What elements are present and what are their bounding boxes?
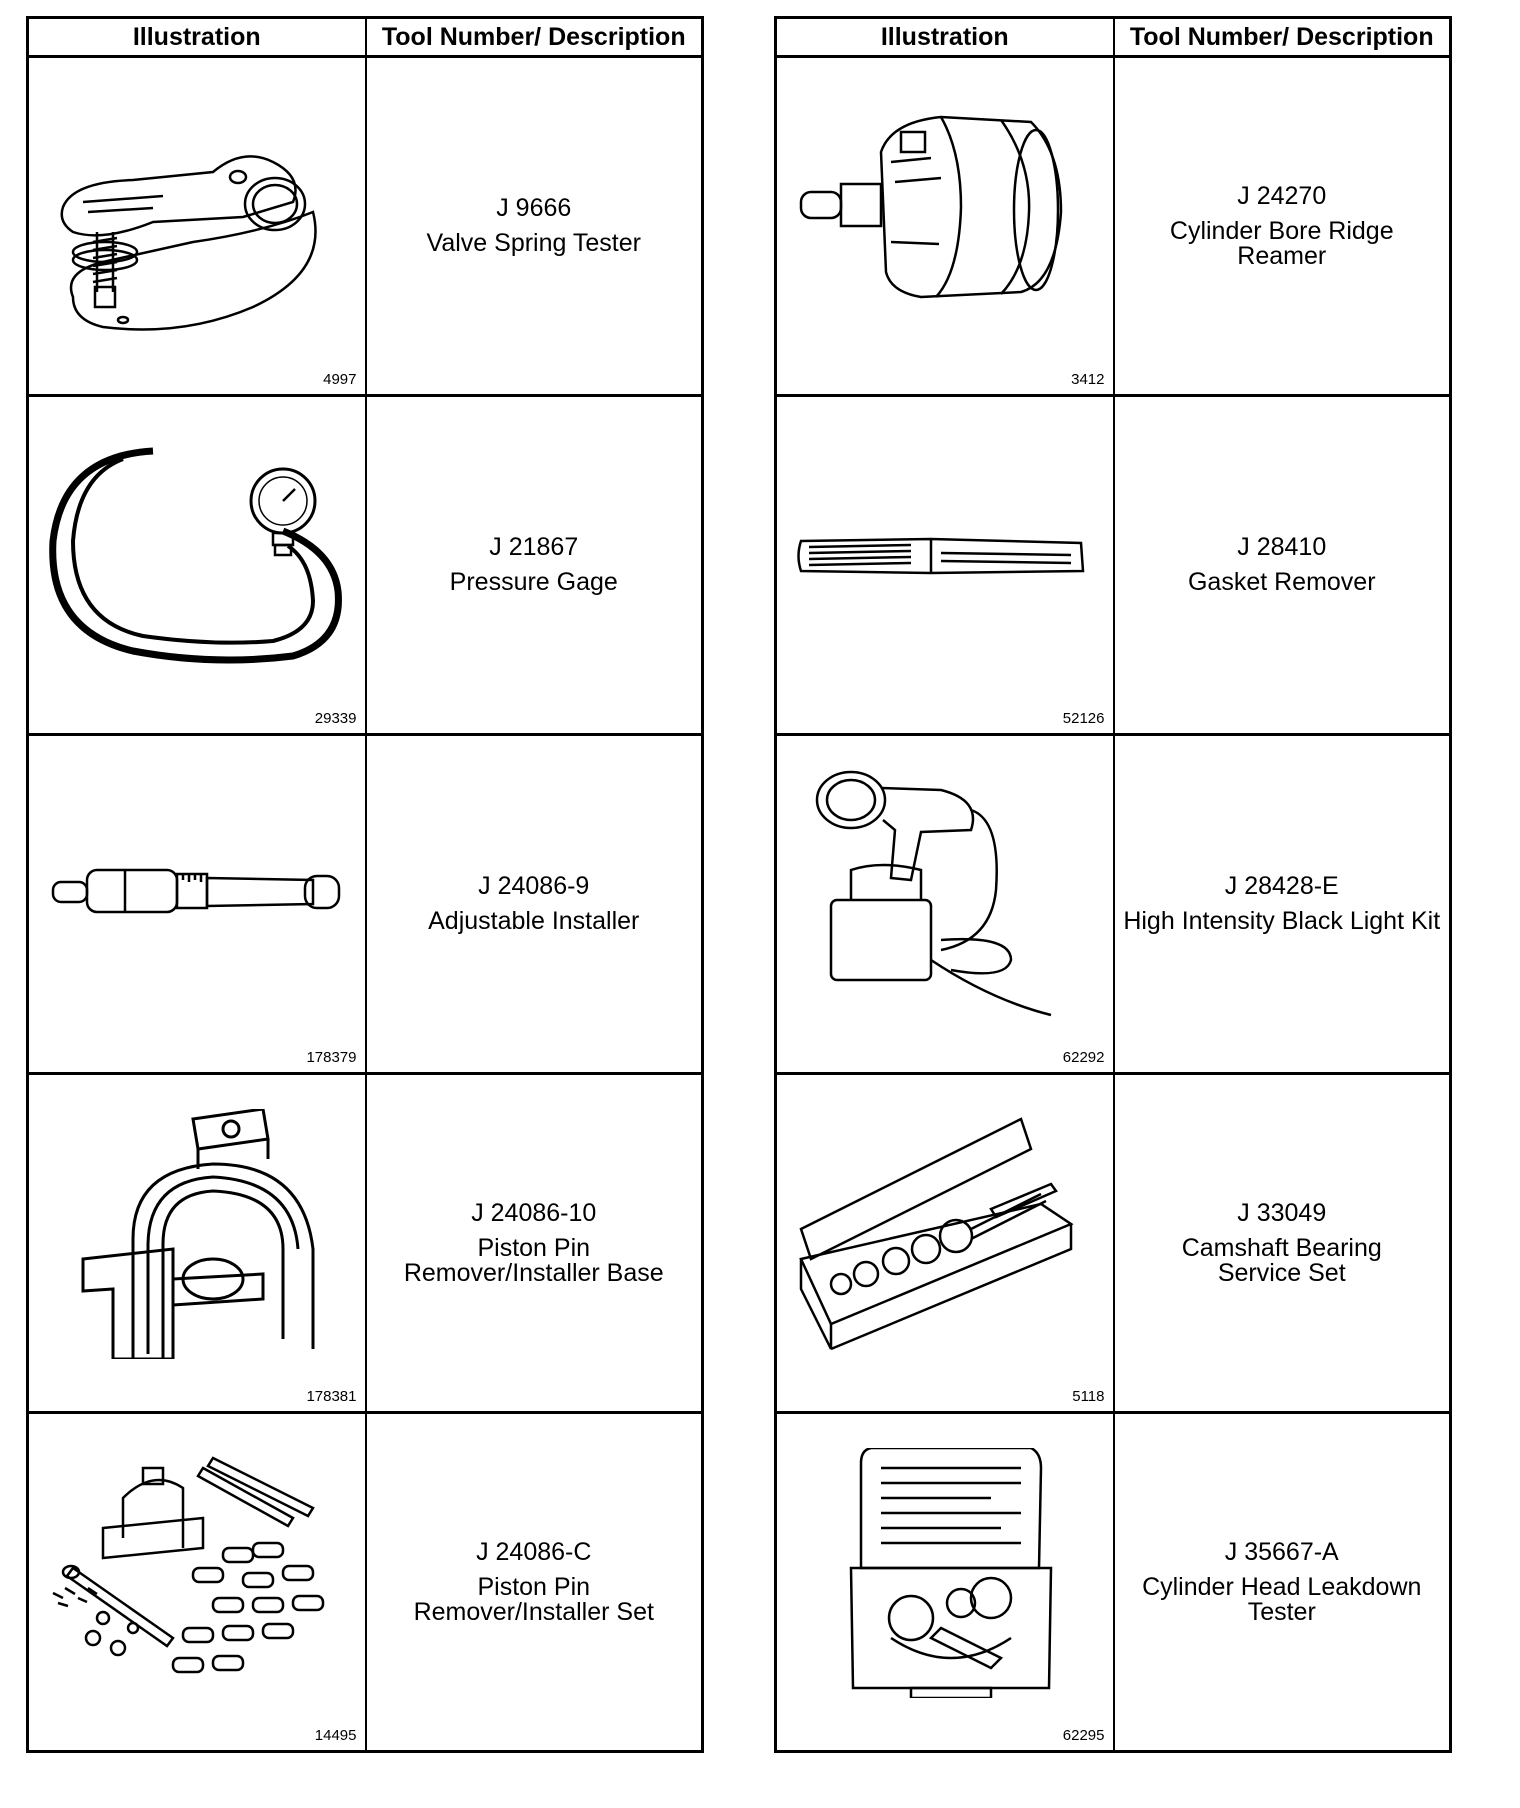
pressure-gage-icon xyxy=(43,431,353,681)
figure-number: 62295 xyxy=(1062,1727,1105,1744)
description-header: Tool Number/ Description xyxy=(1114,18,1451,57)
tool-name-line: Adjustable Installer xyxy=(428,907,640,935)
tool-table-right xyxy=(774,16,1452,1753)
illustration-cell xyxy=(776,396,1114,735)
illustration-cell xyxy=(776,735,1114,1074)
tool-description xyxy=(366,396,703,735)
tool-number: J 24086-9 xyxy=(478,872,590,900)
tool-name-line: Piston Pin xyxy=(477,1572,591,1601)
tool-description xyxy=(1114,396,1451,735)
table-row xyxy=(28,1074,703,1413)
illustration-cell xyxy=(776,57,1114,396)
table-row xyxy=(28,57,703,396)
tool-name-line: Gasket Remover xyxy=(1187,568,1376,596)
gasket-remover-icon xyxy=(791,431,1101,681)
figure-number: 52126 xyxy=(1062,710,1105,727)
table-row xyxy=(776,735,1451,1074)
tool-name-line: Reamer xyxy=(1237,241,1327,270)
figure-number: 5118 xyxy=(1072,1388,1105,1405)
camshaft-bearing-set-icon xyxy=(791,1109,1101,1359)
tool-number: J 9666 xyxy=(496,194,572,222)
piston-pin-set-icon xyxy=(43,1448,353,1698)
illustration-cell xyxy=(776,1413,1114,1752)
tool-description xyxy=(366,1074,703,1413)
tool-name-line: Remover/Installer Set xyxy=(413,1597,654,1626)
tool-description xyxy=(1114,57,1451,396)
table-row xyxy=(776,396,1451,735)
adjustable-installer-icon xyxy=(43,770,353,1020)
tool-number: J 21867 xyxy=(489,533,579,561)
tool-number: J 24086-C xyxy=(476,1537,592,1566)
illustration-cell xyxy=(28,396,366,735)
illustration-cell xyxy=(776,1074,1114,1413)
tool-table-left xyxy=(26,16,704,1753)
table-row xyxy=(776,57,1451,396)
table-row xyxy=(776,1413,1451,1752)
figure-number: 178381 xyxy=(306,1388,357,1405)
tool-number: J 33049 xyxy=(1237,1198,1327,1227)
leakdown-tester-icon xyxy=(791,1448,1101,1698)
tool-number: J 28410 xyxy=(1237,533,1327,561)
tool-name-line: Camshaft Bearing xyxy=(1181,1233,1382,1262)
tool-name-line: Pressure Gage xyxy=(449,568,618,596)
ridge-reamer-icon xyxy=(791,92,1101,342)
figure-number: 62292 xyxy=(1062,1049,1105,1066)
table-row xyxy=(776,1074,1451,1413)
tool-number: J 28428-E xyxy=(1224,872,1339,900)
illustration-header: Illustration xyxy=(28,18,366,57)
tool-description xyxy=(366,735,703,1074)
tool-description xyxy=(366,1413,703,1752)
illustration-cell xyxy=(28,1413,366,1752)
table-row xyxy=(28,735,703,1074)
tool-name-line: Piston Pin xyxy=(477,1233,591,1262)
tool-description xyxy=(1114,735,1451,1074)
tool-name-line: Cylinder Head Leakdown xyxy=(1142,1572,1422,1601)
tool-name-line: Cylinder Bore Ridge xyxy=(1169,216,1394,245)
tool-name-line: Tester xyxy=(1247,1597,1316,1626)
tool-name-line: Service Set xyxy=(1217,1258,1346,1287)
valve-spring-tester-icon xyxy=(43,92,353,342)
tool-name-line: Remover/Installer Base xyxy=(403,1258,664,1287)
figure-number: 4997 xyxy=(323,371,357,388)
black-light-kit-icon xyxy=(791,770,1101,1020)
figure-number: 29339 xyxy=(314,710,357,727)
table-row xyxy=(28,396,703,735)
illustration-header: Illustration xyxy=(776,18,1114,57)
tool-number: J 35667-A xyxy=(1224,1537,1339,1566)
figure-number: 178379 xyxy=(306,1049,357,1066)
tool-description xyxy=(1114,1413,1451,1752)
tool-number: J 24270 xyxy=(1237,181,1327,210)
tool-description xyxy=(366,57,703,396)
description-header: Tool Number/ Description xyxy=(366,18,703,57)
tool-name-line: Valve Spring Tester xyxy=(426,229,641,257)
table-row xyxy=(28,1413,703,1752)
tool-name-line: High Intensity Black Light Kit xyxy=(1123,907,1441,935)
figure-number: 14495 xyxy=(314,1727,357,1744)
illustration-cell xyxy=(28,1074,366,1413)
tool-description xyxy=(1114,1074,1451,1413)
tool-number: J 24086-10 xyxy=(471,1198,597,1227)
illustration-cell xyxy=(28,57,366,396)
illustration-cell xyxy=(28,735,366,1074)
figure-number: 3412 xyxy=(1071,371,1105,388)
piston-pin-base-icon xyxy=(43,1109,353,1359)
